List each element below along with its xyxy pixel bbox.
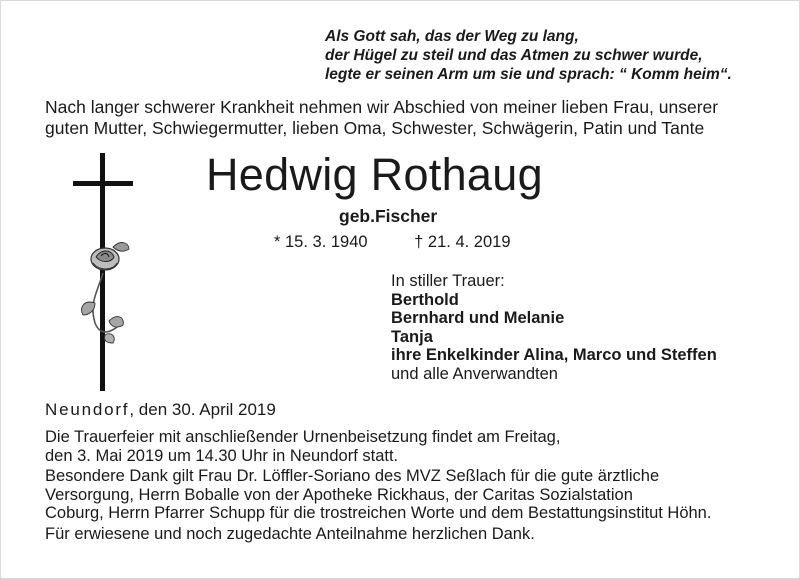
place-city: Neundorf <box>45 400 130 419</box>
mourner-name: Bernhard und Melanie <box>391 309 565 327</box>
poem <box>325 27 785 84</box>
deceased-name: Hedwig Rothaug <box>206 149 543 200</box>
poem-line: legte er seinen Arm um sie und sprach: “ Komm heim“. <box>325 66 732 83</box>
death-date: † 21. 4. 2019 <box>414 233 511 251</box>
thanks-line: Besondere Dank gilt Frau Dr. Löffler-Soriano des MVZ Seßlach für die gute ärztliche <box>45 467 660 486</box>
mourners-block <box>391 272 791 383</box>
maiden-name: geb.Fischer <box>339 206 438 226</box>
funeral-line: den 3. Mai 2019 um 14.30 Uhr in Neundorf statt. <box>45 446 399 465</box>
funeral-line: Die Trauerfeier mit anschließender Urnenbeisetzung findet am Freitag, <box>45 428 561 446</box>
place-date-text: , den 30. April 2019 <box>129 400 276 419</box>
life-dates <box>274 233 511 252</box>
place-date <box>45 400 276 420</box>
intro-line: Nach langer schwerer Krankheit nehmen wir Abschied von meiner lieben Frau, unserer <box>45 97 719 117</box>
thanks-line: Versorgung, Herrn Boballe von der Apotheke Rickhaus, der Caritas Sozialstation <box>45 485 633 504</box>
cross-with-rose-icon <box>73 153 133 393</box>
mourners-heading: In stiller Trauer: <box>391 272 505 290</box>
intro-line: guten Mutter, Schwiegermutter, lieben Oma, Schwester, Schwägerin, Patin und Tante <box>45 118 705 138</box>
poem-line: der Hügel zu steil und das Atmen zu schwer wurde, <box>325 47 703 64</box>
mourner-name: Tanja <box>391 327 433 346</box>
mourner-name: ihre Enkelkinder Alina, Marco und Steffen <box>391 346 717 364</box>
poem-line: Als Gott sah, das der Weg zu lang, <box>325 28 579 45</box>
intro-text <box>45 97 785 139</box>
final-thanks: Für erwiesene und noch zugedachte Anteilnahme herzlichen Dank. <box>45 524 535 543</box>
birth-date: * 15. 3. 1940 <box>274 233 368 251</box>
mourner-name: Berthold <box>391 290 459 309</box>
thanks-line: Coburg, Herrn Pfarrer Schupp für die trostreichen Worte und dem Bestattungsinstitut Höhn. <box>45 504 712 523</box>
closing-text <box>45 426 785 544</box>
mourners-closing: und alle Anverwandten <box>391 364 558 383</box>
